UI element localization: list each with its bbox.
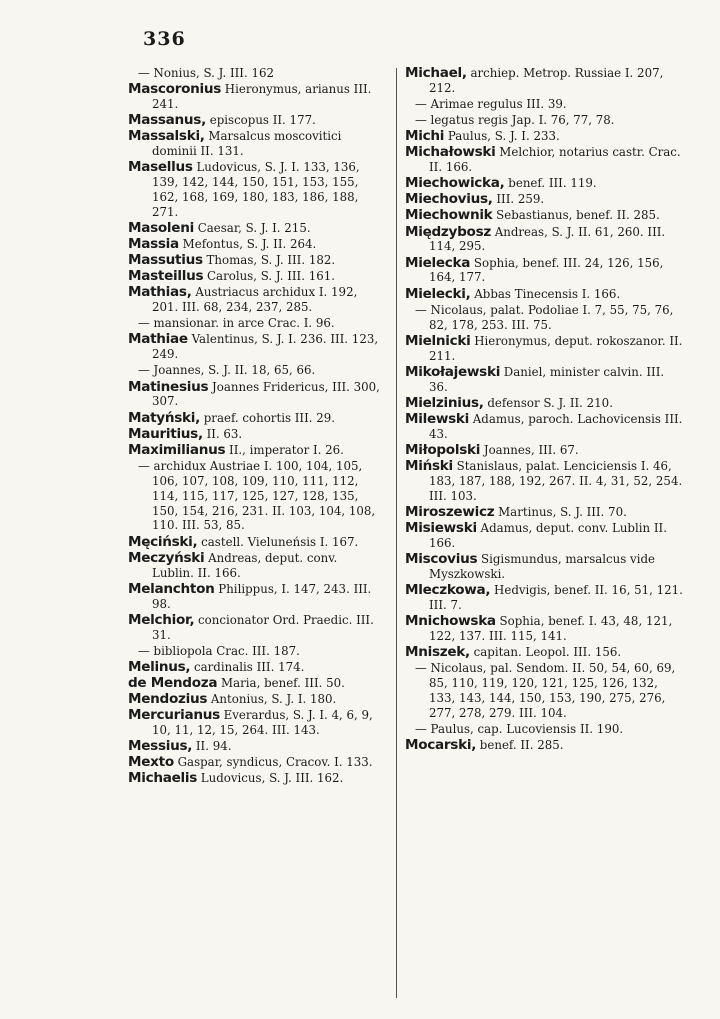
index-entry — [405, 661, 683, 721]
entry-text: concionator Ord. Praedic. III. 31. — [152, 612, 374, 642]
entry-headword: Michi — [405, 128, 445, 145]
entry-headword: Mexto — [128, 754, 174, 771]
entry-headword: Miechovius, — [405, 191, 493, 208]
entry-text: archiep. Metrop. Russiae I. 207, 212. — [429, 66, 664, 95]
entry-headword: Massutius — [128, 252, 203, 269]
entry-text: — Nicolaus, palat. Podoliae I. 7, 55, 75, 76, 82, 178, 253. III. 75. — [415, 302, 674, 332]
index-entry — [405, 256, 683, 286]
index-entry — [405, 113, 683, 128]
index-entry — [405, 176, 683, 191]
index-entry — [405, 303, 683, 333]
entry-headword: Mielnicki — [405, 332, 471, 349]
entry-text: Gaspar, syndicus, Cracov. I. 133. — [173, 755, 373, 770]
entry-headword: Masellus — [128, 159, 193, 176]
entry-text: episcopus II. 177. — [205, 113, 316, 128]
entry-text: — archidux Austriae I. 100, 104, 105, 106, 107, 108, 109, 110, 111, 112, 114, 115, 117, 125, 127, 128, 135, 150, 154, 216, 231. II. 103, 104, 108, 110. III. 53, 85. — [138, 458, 376, 533]
entry-text: — Nonius, S. J. III. 162 — [138, 66, 274, 80]
index-entry — [128, 771, 380, 786]
index-entry — [128, 253, 380, 268]
entry-text: Ludovicus, S. J. III. 162. — [197, 771, 344, 786]
index-entry — [405, 722, 683, 737]
entry-headword: Massia — [128, 236, 179, 253]
entry-text: Sigismundus, marsalcus vide Myszkowski. — [429, 551, 656, 581]
entry-text: Sophia, benef. III. 24, 126, 156, 164, 177. — [429, 255, 664, 285]
entry-headword: Mercurianus — [128, 707, 220, 724]
index-entry — [128, 708, 380, 738]
index-entry — [405, 521, 683, 551]
entry-headword: Miroszewicz — [405, 503, 495, 520]
entry-headword: Michael, — [405, 65, 467, 81]
entry-text: Caesar, S. J. I. 215. — [193, 221, 311, 235]
entry-text: Austriacus archidux I. 192, 201. III. 68, 234, 237, 285. — [152, 285, 358, 315]
entry-headword: Massalski, — [128, 128, 205, 145]
entry-headword: Męciński, — [128, 533, 198, 550]
index-entry — [128, 160, 380, 220]
entry-text: Mefontus, S. J. II. 264. — [178, 237, 317, 252]
entry-headword: Mleczkowa, — [405, 581, 491, 598]
entry-headword: Melchior, — [128, 611, 195, 628]
index-entry — [405, 443, 683, 458]
entry-text: Daniel, minister calvin. III. 36. — [429, 364, 665, 394]
entry-headword: Matyński, — [128, 409, 200, 426]
entry-headword: Miechownik — [405, 207, 493, 224]
index-entry — [128, 411, 380, 426]
index-entry — [405, 365, 683, 395]
page-number: 336 — [143, 28, 186, 50]
entry-headword: Mielecki, — [405, 285, 471, 302]
entry-text: defensor S. J. II. 210. — [483, 395, 613, 410]
entry-headword: Miechowicka, — [405, 175, 505, 192]
entry-text: benef. II. 285. — [476, 737, 564, 752]
index-entry — [128, 755, 380, 770]
index-entry — [128, 237, 380, 252]
entry-text: — Joannes, S. J. II. 18, 65, 66. — [138, 363, 316, 378]
entry-headword: Mnichowska — [405, 612, 496, 629]
entry-headword: Mathiae — [128, 331, 188, 348]
index-entry — [128, 380, 380, 410]
entry-headword: Miscovius — [405, 550, 478, 567]
index-entry — [128, 739, 380, 754]
index-entry — [128, 535, 380, 550]
entry-text: cardinalis III. 174. — [190, 659, 305, 674]
entry-text: Andreas, deput. conv. Lublin. II. 166. — [152, 550, 338, 580]
entry-headword: Mielecka — [405, 254, 471, 271]
entry-text: Martinus, S. J. III. 70. — [494, 504, 627, 519]
entry-text: — mansionar. in arce Crac. I. 96. — [138, 316, 335, 331]
index-entry — [128, 427, 380, 442]
entry-text: Everardus, S. J. I. 4, 6, 9, 10, 11, 12, 15, 264. III. 143. — [152, 708, 373, 737]
entry-text: II. 63. — [202, 426, 243, 441]
index-entry — [128, 443, 380, 458]
column-divider — [396, 68, 397, 998]
index-entry — [405, 614, 683, 644]
index-entry — [128, 613, 380, 643]
entry-text: — Nicolaus, pal. Sendom. II. 50, 54, 60, 69, 85, 110, 119, 120, 121, 125, 126, 132, 133, 143, 144, 150, 153, 190, 275, 276, 277, 278, 279. III. 104. — [415, 660, 676, 720]
entry-text: Sophia, benef. I. 43, 48, 121, 122, 137. III. 115, 141. — [429, 613, 673, 643]
index-entry — [128, 676, 380, 691]
entry-text: Sebastianus, benef. II. 285. — [492, 208, 660, 223]
entry-headword: Miński — [405, 457, 453, 474]
entry-text: Marsalcus moscovitici dominii II. 131. — [152, 129, 342, 159]
entry-text: Carolus, S. J. III. 161. — [203, 269, 335, 284]
entry-text: — bibliopola Crac. III. 187. — [138, 643, 300, 658]
index-column-left — [128, 66, 380, 787]
entry-text: Adamus, deput. conv. Lublin II. 166. — [429, 520, 667, 550]
index-entry — [128, 221, 380, 236]
index-entry — [405, 459, 683, 504]
entry-text: Hedvigis, benef. II. 16, 51, 121. III. 7. — [429, 582, 683, 612]
index-entry — [128, 82, 380, 112]
entry-text: Antonius, S. J. I. 180. — [207, 691, 337, 706]
index-column-right — [405, 66, 683, 754]
entry-headword: Masoleni — [128, 220, 194, 236]
entry-headword: Melanchton — [128, 580, 215, 597]
entry-text: praef. cohortis III. 29. — [200, 410, 336, 425]
index-entry — [128, 316, 380, 331]
entry-headword: Mathias, — [128, 284, 192, 301]
entry-headword: Międzybosz — [405, 223, 491, 240]
entry-text: Abbas Tinecensis I. 166. — [470, 286, 621, 301]
index-entry — [405, 334, 683, 364]
entry-headword: Massanus, — [128, 112, 206, 129]
entry-text: Hieronymus, deput. rokoszanor. II. 211. — [429, 333, 683, 363]
entry-text: Ludovicus, S. J. I. 133, 136, 139, 142, 144, 150, 151, 153, 155, 162, 168, 169, 180, 183, 186, 188, 271. — [152, 160, 360, 219]
entry-headword: Mikołajewski — [405, 363, 501, 380]
entry-headword: Masteillus — [128, 268, 204, 285]
entry-text: III. 259. — [492, 192, 545, 207]
entry-headword: de Mendoza — [128, 674, 218, 691]
entry-headword: Mniszek, — [405, 643, 470, 660]
entry-headword: Michałowski — [405, 144, 496, 161]
entry-text: Maria, benef. III. 50. — [217, 675, 345, 690]
entry-headword: Mendozius — [128, 690, 208, 707]
index-entry — [405, 583, 683, 613]
index-entry — [405, 552, 683, 582]
index-entry — [128, 692, 380, 707]
entry-text: Hieronymus, arianus III. 241. — [152, 82, 372, 111]
entry-text: — Arimae regulus III. 39. — [415, 97, 567, 111]
entry-text: — legatus regis Jap. I. 76, 77, 78. — [415, 113, 615, 128]
index-entry — [405, 412, 683, 442]
index-entry — [128, 113, 380, 128]
entry-text: Thomas, S. J. III. 182. — [202, 253, 336, 268]
index-entry — [405, 208, 683, 223]
entry-text: Paulus, S. J. I. 233. — [444, 129, 560, 144]
index-entry — [128, 269, 380, 284]
index-entry — [405, 738, 683, 753]
entry-text: Joannes Fridericus, III. 300, 307. — [152, 379, 380, 409]
index-entry — [128, 644, 380, 659]
entry-text: Melchior, notarius castr. Crac. II. 166. — [429, 145, 681, 175]
entry-headword: Matinesius — [128, 378, 209, 395]
entry-text: Stanislaus, palat. Lenciciensis I. 46, 183, 187, 188, 192, 267. II. 4, 31, 52, 254. III. 103. — [429, 458, 683, 503]
index-entry — [128, 459, 380, 534]
index-entry — [128, 551, 380, 581]
index-entry — [405, 66, 683, 96]
entry-headword: Maximilianus — [128, 441, 226, 458]
entry-headword: Misiewski — [405, 519, 477, 536]
index-entry — [405, 287, 683, 302]
index-entry — [405, 645, 683, 660]
index-entry — [128, 285, 380, 315]
entry-text: Philippus, I. 147, 243. III. 98. — [152, 581, 372, 611]
index-entry — [128, 582, 380, 612]
index-entry — [128, 129, 380, 159]
index-entry — [405, 192, 683, 207]
entry-headword: Mauritius, — [128, 425, 203, 442]
entry-text: II., imperator I. 26. — [225, 442, 344, 457]
entry-text: — Paulus, cap. Lucoviensis II. 190. — [415, 721, 624, 736]
index-entry — [405, 396, 683, 411]
entry-headword: Michaelis — [128, 770, 198, 787]
entry-text: Valentinus, S. J. I. 236. III. 123, 249. — [152, 332, 379, 362]
index-entry — [405, 129, 683, 144]
entry-headword: Meczyński — [128, 549, 205, 566]
index-entry — [405, 145, 683, 175]
index-entry — [405, 97, 683, 112]
entry-headword: Milewski — [405, 410, 470, 427]
entry-text: Adamus, paroch. Lachovicensis III. 43. — [429, 411, 683, 441]
index-entry — [405, 505, 683, 520]
index-entry — [128, 66, 380, 81]
entry-text: capitan. Leopol. III. 156. — [469, 644, 622, 659]
index-entry — [128, 363, 380, 378]
entry-headword: Messius, — [128, 738, 193, 755]
index-entry — [128, 660, 380, 675]
entry-headword: Melinus, — [128, 658, 191, 675]
entry-text: Andreas, S. J. II. 61, 260. III. 114, 295. — [429, 224, 666, 254]
entry-headword: Mascoronius — [128, 81, 222, 98]
entry-text: castell. Vieluneńsis I. 167. — [197, 534, 359, 549]
index-entry — [405, 225, 683, 255]
entry-headword: Miłopolski — [405, 441, 481, 458]
entry-headword: Mocarski, — [405, 736, 477, 753]
entry-text: II. 94. — [192, 739, 232, 754]
entry-headword: Mielzinius, — [405, 394, 484, 411]
index-entry — [128, 332, 380, 362]
entry-text: Joannes, III. 67. — [480, 442, 579, 457]
entry-text: benef. III. 119. — [504, 176, 597, 191]
